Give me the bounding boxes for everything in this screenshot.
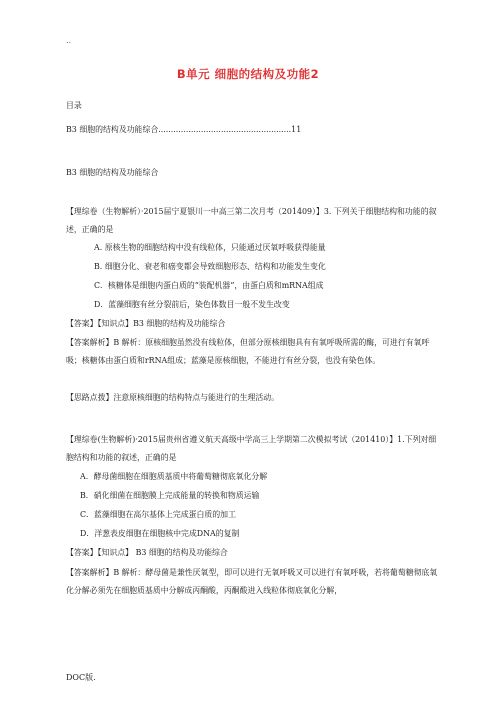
page-footer: DOC版. [66, 673, 96, 682]
question-2-option-d: D．洋葱表皮细胞在细胞核中完成DNA的复制 [80, 529, 240, 538]
question-1-stem: 【理综卷（生物解析）·2015届宁夏银川一中高三第二次月考（201409）】3. 下列关于细胞结构和功能的叙述，正确的是 [66, 207, 437, 234]
question-2-analysis: 【答案解析】B 解析：酵母菌是兼性厌氧型，即可以进行无氧呼吸又可以进行有氧呼吸，若将葡萄糖彻底氧化分解必须先在细胞质基质中分解成丙酮酸，丙酮酸进入线粒体彻底氧化分解， [66, 568, 438, 595]
question-2-option-b: B．硝化细菌在细胞膜上完成能量的转换和物质运输 [80, 491, 260, 500]
page-title: B单元 细胞的结构及功能2 [176, 67, 320, 81]
question-1-option-a: A. 原核生物的细胞结构中没有线粒体，只能通过厌氧呼吸获得能量 [94, 243, 326, 252]
header-mark: .. [66, 36, 72, 45]
question-1-option-c: C．核糖体是细胞内蛋白质的“装配机器”，由蛋白质和mRNA组成 [94, 281, 324, 290]
section-heading: B3 细胞的结构及功能综合 [66, 168, 159, 177]
toc-heading: 目录 [66, 101, 82, 110]
question-2-option-a: A．酵母菌细胞在细胞质基质中将葡萄糖彻底氧化分解 [80, 472, 268, 481]
question-1-tip: 【思路点拨】注意原核细胞的结构特点与能进行的生理活动。 [66, 393, 280, 402]
question-2-option-c: C．蓝藻细胞在高尔基体上完成蛋白质的加工 [80, 510, 236, 519]
toc-entry[interactable]: B3 细胞的结构及功能综合.....................................................11 [66, 125, 302, 134]
question-2-stem: 【理综卷(生物解析)·2015届贵州省遵义航天高级中学高三上学期第二次模拟考试（201410）】1.下列对细胞结构和功能的叙述，正确的是 [66, 435, 437, 462]
question-1-option-d: D．蓝藻细胞有丝分裂前后，染色体数目一般不发生改变 [94, 300, 290, 309]
question-1-option-b: B. 细胞分化、衰老和癌变都会导致细胞形态、结构和功能发生变化 [94, 262, 326, 271]
question-1-analysis: 【答案解析】B 解析：原核细胞虽然没有线粒体，但部分原核细胞具有有氧呼吸所需的酶，可进行有氧呼吸；核糖体由蛋白质和rRNA组成；蓝藻是原核细胞，不能进行有丝分裂，也没有染色体。 [66, 338, 430, 365]
question-2-answer: 【答案】【知识点】 B3 细胞的结构及功能综合 [66, 548, 228, 557]
question-1-answer: 【答案】【知识点】B3 细胞的结构及功能综合 [66, 319, 226, 328]
